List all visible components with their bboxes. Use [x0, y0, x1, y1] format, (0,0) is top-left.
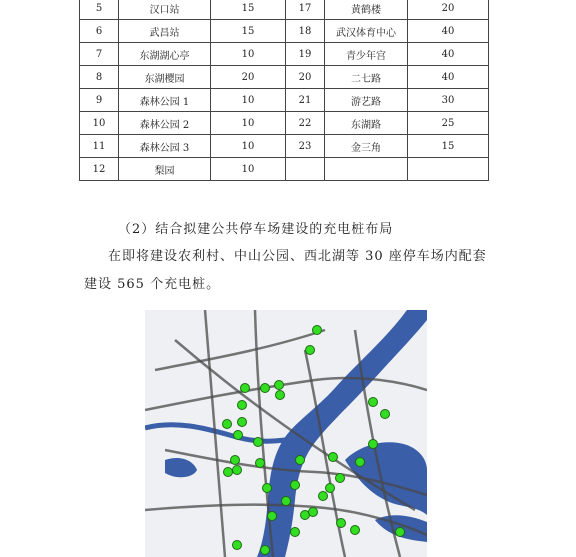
charging-station-marker — [241, 384, 250, 393]
charging-station-marker — [326, 484, 335, 493]
table-cell: 森林公园 2 — [119, 112, 211, 135]
table-cell: 10 — [211, 135, 286, 158]
table-cell: 10 — [211, 89, 286, 112]
table-row — [80, 66, 489, 89]
table-cell: 40 — [408, 66, 489, 89]
charging-station-marker — [263, 484, 272, 493]
table-row — [80, 43, 489, 66]
table-cell: 20 — [211, 66, 286, 89]
table-cell: 武汉体育中心 — [325, 20, 408, 43]
charging-station-marker — [291, 528, 300, 537]
table-cell: 17 — [286, 0, 325, 20]
table-cell — [325, 158, 408, 181]
charging-station-marker — [275, 381, 284, 390]
charging-station-marker — [319, 492, 328, 501]
table-cell: 20 — [286, 66, 325, 89]
table-cell: 汉口站 — [119, 0, 211, 20]
charging-station-marker — [356, 458, 365, 467]
table-row — [80, 158, 489, 181]
charging-station-marker — [276, 391, 285, 400]
table-cell: 40 — [408, 43, 489, 66]
table-cell: 11 — [80, 135, 119, 158]
table-cell: 19 — [286, 43, 325, 66]
charging-station-marker — [329, 453, 338, 462]
charging-station-marker — [233, 541, 242, 550]
charging-station-marker — [369, 398, 378, 407]
table-cell: 森林公园 1 — [119, 89, 211, 112]
table-cell: 二七路 — [325, 66, 408, 89]
charging-station-marker — [313, 326, 322, 335]
charging-station-marker — [261, 384, 270, 393]
charging-station-marker — [282, 497, 291, 506]
table-cell: 森林公园 3 — [119, 135, 211, 158]
table-cell: 18 — [286, 20, 325, 43]
table-row — [80, 89, 489, 112]
table-cell: 金三角 — [325, 135, 408, 158]
table-cell — [286, 158, 325, 181]
charging-station-marker — [369, 440, 378, 449]
table-cell: 8 — [80, 66, 119, 89]
charging-station-marker — [291, 481, 300, 490]
charging-map — [145, 310, 427, 557]
table-cell: 东湖樱园 — [119, 66, 211, 89]
table-cell: 青少年宫 — [325, 43, 408, 66]
table-cell: 东湖湖心亭 — [119, 43, 211, 66]
table-row — [80, 20, 489, 43]
table-cell: 40 — [408, 20, 489, 43]
table-cell: 7 — [80, 43, 119, 66]
section-body: 在即将建设农利村、中山公园、西北湖等 30 座停车场内配套建设 565 个充电桩。 — [84, 249, 487, 292]
table-cell: 15 — [211, 20, 286, 43]
table-cell: 22 — [286, 112, 325, 135]
table-cell: 10 — [80, 112, 119, 135]
charging-station-marker — [231, 456, 240, 465]
table-cell: 15 — [211, 0, 286, 20]
table-cell: 6 — [80, 20, 119, 43]
table-cell: 游艺路 — [325, 89, 408, 112]
charging-station-marker — [254, 438, 263, 447]
charging-station-marker — [256, 459, 265, 468]
table-cell: 梨园 — [119, 158, 211, 181]
charging-station-marker — [336, 474, 345, 483]
charging-station-marker — [238, 401, 247, 410]
charging-station-marker — [238, 418, 247, 427]
table-cell: 10 — [211, 112, 286, 135]
charging-station-marker — [337, 519, 346, 528]
charging-station-marker — [306, 346, 315, 355]
table-cell: 23 — [286, 135, 325, 158]
table-row — [80, 0, 489, 20]
charging-station-marker — [223, 420, 232, 429]
table-cell: 20 — [408, 0, 489, 20]
table-cell: 21 — [286, 89, 325, 112]
charging-station-table — [79, 0, 489, 181]
charging-station-marker — [396, 528, 405, 537]
table-row — [80, 135, 489, 158]
table-cell: 15 — [408, 135, 489, 158]
table-cell: 25 — [408, 112, 489, 135]
charging-station-marker — [268, 512, 277, 521]
charging-station-marker — [261, 546, 270, 555]
table-cell: 5 — [80, 0, 119, 20]
table-row — [80, 112, 489, 135]
table-cell: 30 — [408, 89, 489, 112]
table-cell: 东湖路 — [325, 112, 408, 135]
map-svg — [145, 310, 427, 557]
table-cell: 9 — [80, 89, 119, 112]
charging-station-marker — [351, 526, 360, 535]
table-cell: 12 — [80, 158, 119, 181]
table-cell: 10 — [211, 43, 286, 66]
table-cell — [408, 158, 489, 181]
charging-station-marker — [233, 466, 242, 475]
table-cell: 10 — [211, 158, 286, 181]
table-cell: 武昌站 — [119, 20, 211, 43]
charging-station-marker — [296, 456, 305, 465]
charging-station-marker — [309, 508, 318, 517]
table-cell: 黄鹤楼 — [325, 0, 408, 20]
charging-station-marker — [224, 468, 233, 477]
charging-station-marker — [234, 431, 243, 440]
section-heading: （2）结合拟建公共停车场建设的充电桩布局 — [118, 222, 394, 237]
charging-station-marker — [381, 410, 390, 419]
